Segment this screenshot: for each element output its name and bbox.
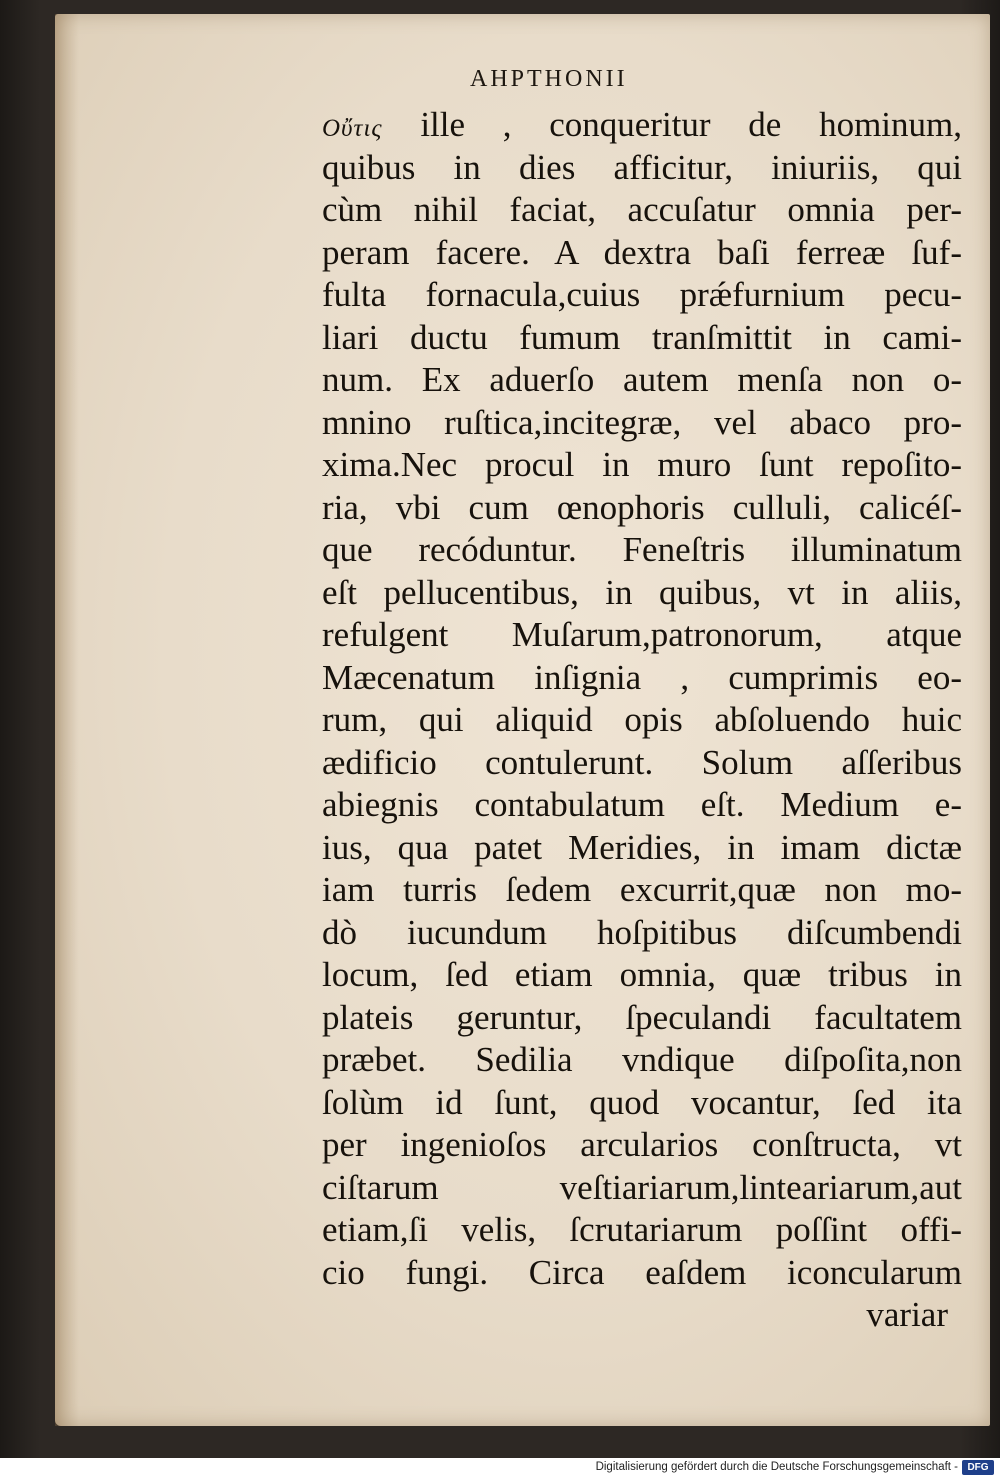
greek-word: Οὔτις [322,115,383,142]
text-line-18: ius, qua patet Meridies, in imam dictæ [322,827,962,867]
text-line-12: eſt pellucentibus, in quibus, vt in aliis, [322,572,962,612]
text-line-6: liari ductu fumum tranſmittit in cami- [322,317,962,357]
dfg-logo: DFG [962,1460,994,1475]
text-line-23: præbet. Sedilia vndique diſpoſita,non [322,1040,962,1079]
text-line-5: fulta fornacula,cuius prǽfurnium pecu- [322,275,962,314]
text-line-7: num. Ex aduerſo autem menſa non o- [322,360,962,399]
catchword: variar [866,1295,948,1334]
text-line-16: ædificio contulerunt. Solum aſſeribus [322,742,962,782]
text-line-14: Mæcenatum inſignia , cumprimis eo- [322,657,962,697]
text-line-17: abiegnis contabulatum eſt. Medium e- [322,785,962,824]
text-line-11: que recóduntur. Feneſtris illuminatum [322,530,962,569]
gutter-shadow [55,14,79,1426]
text-line-13: refulgent Muſarum,patronorum, atque [322,615,962,654]
text-line-3: cùm nihil faciat, accuſatur omnia per- [322,190,962,229]
text-line-25: per ingenioſos arcularios conſtructa, vt [322,1125,962,1164]
text-line-22: plateis geruntur, ſpeculandi facultatem [322,997,962,1037]
text-line-10: ria, vbi cum œnophoris culluli, calicéſ- [322,487,962,527]
text-line-26: ciſtarum veſtiariarum,linteariarum,aut [322,1167,962,1207]
running-head: AHPTHONII [470,66,628,92]
text-line-24: ſolùm id ſunt, quod vocantur, ſed ita [322,1082,962,1122]
text-line-4: peram facere. A dextra baſi ferreæ ſuf- [322,232,962,272]
text-line-9: xima.Nec procul in muro ſunt repoſito- [322,445,962,484]
text-line-20: dò iucundum hoſpitibus diſcumbendi [322,912,962,952]
text-line-21: locum, ſed etiam omnia, quæ tribus in [322,955,962,994]
body-text [322,104,962,1337]
text-line-1: Οὔτις ille , conqueritur de hominum, [322,105,962,144]
text-line-15: rum, qui aliquid opis abſoluendo huic [322,700,962,739]
text-line-28: cio fungi. Circa eaſdem iconcularum [322,1252,962,1292]
footer-credit: Digitalisierung gefördert durch die Deutsche Forschungsgemeinschaft - [595,1461,958,1473]
text-line-8: mnino ruſtica,incitegræ, vel abaco pro- [322,402,962,442]
text-line-19: iam turris ſedem excurrit,quæ non mo- [322,870,962,909]
footer-bar [0,1458,1000,1479]
text-line-2: quibus in dies afficitur, iniuriis, qui [322,147,962,187]
text-line-27: etiam,ſi velis, ſcrutariarum poſſint offi- [322,1210,962,1249]
